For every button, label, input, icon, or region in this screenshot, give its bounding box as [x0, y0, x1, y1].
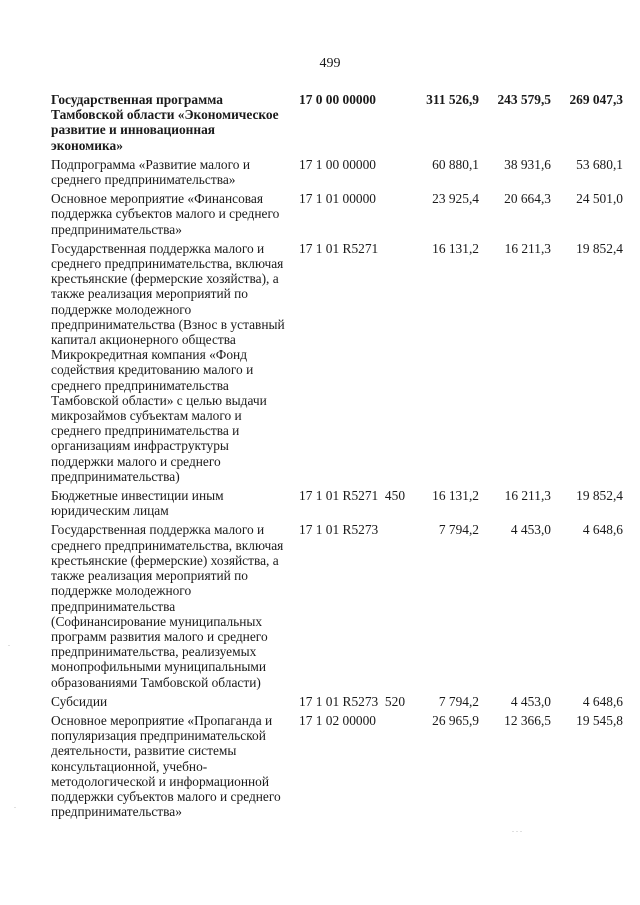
row-name: Основное мероприятие «Финансовая поддержка субъектов малого и среднего предпринимательства» [51, 191, 280, 237]
row-value-1: 60 880,1 [432, 156, 479, 172]
row-value-1: 26 965,9 [432, 712, 479, 728]
table-row [51, 522, 623, 693]
row-value-2: 243 579,5 [497, 92, 551, 107]
row-value-2: 16 211,3 [504, 240, 551, 256]
page-number: 499 [319, 56, 341, 71]
row-code: 17 1 02 00000 [299, 712, 376, 728]
row-name: Бюджетные инвестиции иным юридическим лицам [51, 488, 224, 519]
row-value-1: 7 794,2 [438, 693, 479, 709]
row-code: 17 1 01 00000 [299, 191, 376, 207]
row-value-3: 4 648,6 [582, 522, 623, 538]
table-row [51, 713, 623, 823]
table-row [51, 488, 623, 522]
table-row [51, 92, 623, 157]
row-value-3: 19 852,4 [576, 488, 623, 504]
table-row [51, 694, 623, 713]
row-value-3: 4 648,6 [582, 693, 623, 709]
row-value-2: 12 366,5 [504, 712, 551, 728]
row-value-2: 20 664,3 [504, 191, 551, 207]
table-row [51, 191, 623, 241]
row-code: 17 1 01 R5273 [299, 522, 379, 538]
row-value-2: 4 453,0 [510, 693, 551, 709]
row-name: Государственная программа Тамбовской области «Экономическое развитие и инновационная экономика» [51, 92, 279, 153]
row-value-1: 7 794,2 [438, 522, 479, 538]
row-name: Основное мероприятие «Пропаганда и популяризация предпринимательской деятельности, развитие системы консультационной, учебно-методологической и информационной поддержки субъектов малого и среднего предпринимательства» [51, 712, 281, 820]
row-name: Государственная поддержка малого и среднего предпринимательства, включая крестьянские (фермерские) хозяйства, а также реализация мероприятий по поддержке молодежного предпринимательства (Софинансирование муниципальных программ развития малого и среднего предпринимательства, реализуемых монопрофильными муниципальными образованиями Тамбовской области) [51, 522, 284, 690]
row-value-1: 16 131,2 [432, 488, 479, 504]
row-name: Подпрограмма «Развитие малого и среднего предпринимательства» [51, 156, 250, 188]
budget-table [51, 92, 623, 823]
row-value-2: 16 211,3 [504, 488, 551, 504]
row-value-3: 19 545,8 [576, 712, 623, 728]
table-row [51, 241, 623, 488]
row-value-3: 24 501,0 [576, 191, 623, 207]
row-code: 17 1 01 R5271 450 [299, 488, 406, 504]
row-code: 17 1 00 00000 [299, 156, 376, 172]
row-code: 17 1 01 R5273 520 [299, 693, 406, 709]
scan-speck: . [8, 639, 10, 648]
row-value-2: 38 931,6 [504, 156, 551, 172]
row-value-1: 23 925,4 [432, 191, 479, 207]
row-code: 17 0 00 00000 [299, 92, 376, 107]
row-code: 17 1 01 R5271 [299, 240, 379, 256]
row-value-3: 19 852,4 [576, 240, 623, 256]
row-value-3: 53 680,1 [576, 156, 623, 172]
scan-speck: . [14, 801, 16, 810]
row-value-1: 311 526,9 [426, 92, 479, 107]
row-name: Государственная поддержка малого и среднего предпринимательства, включая крестьянские (фермерские хозяйства), а также реализация мероприятий по поддержке молодежного предпринимательства (Взнос в уставный капитал акционерного общества Микрокредитная компания «Фонд содействия кредитованию малого и среднего предпринимательства Тамбовской области» с целью выдачи микрозаймов субъектам малого и среднего предпринимательства и организациям инфраструктуры поддержки малого и среднего предпринимательства) [51, 240, 285, 484]
row-value-2: 4 453,0 [510, 522, 551, 538]
row-value-3: 269 047,3 [569, 92, 623, 107]
scan-speck: . . . [512, 825, 522, 834]
table-row [51, 157, 623, 191]
row-value-1: 16 131,2 [432, 240, 479, 256]
row-name: Субсидии [51, 693, 108, 709]
